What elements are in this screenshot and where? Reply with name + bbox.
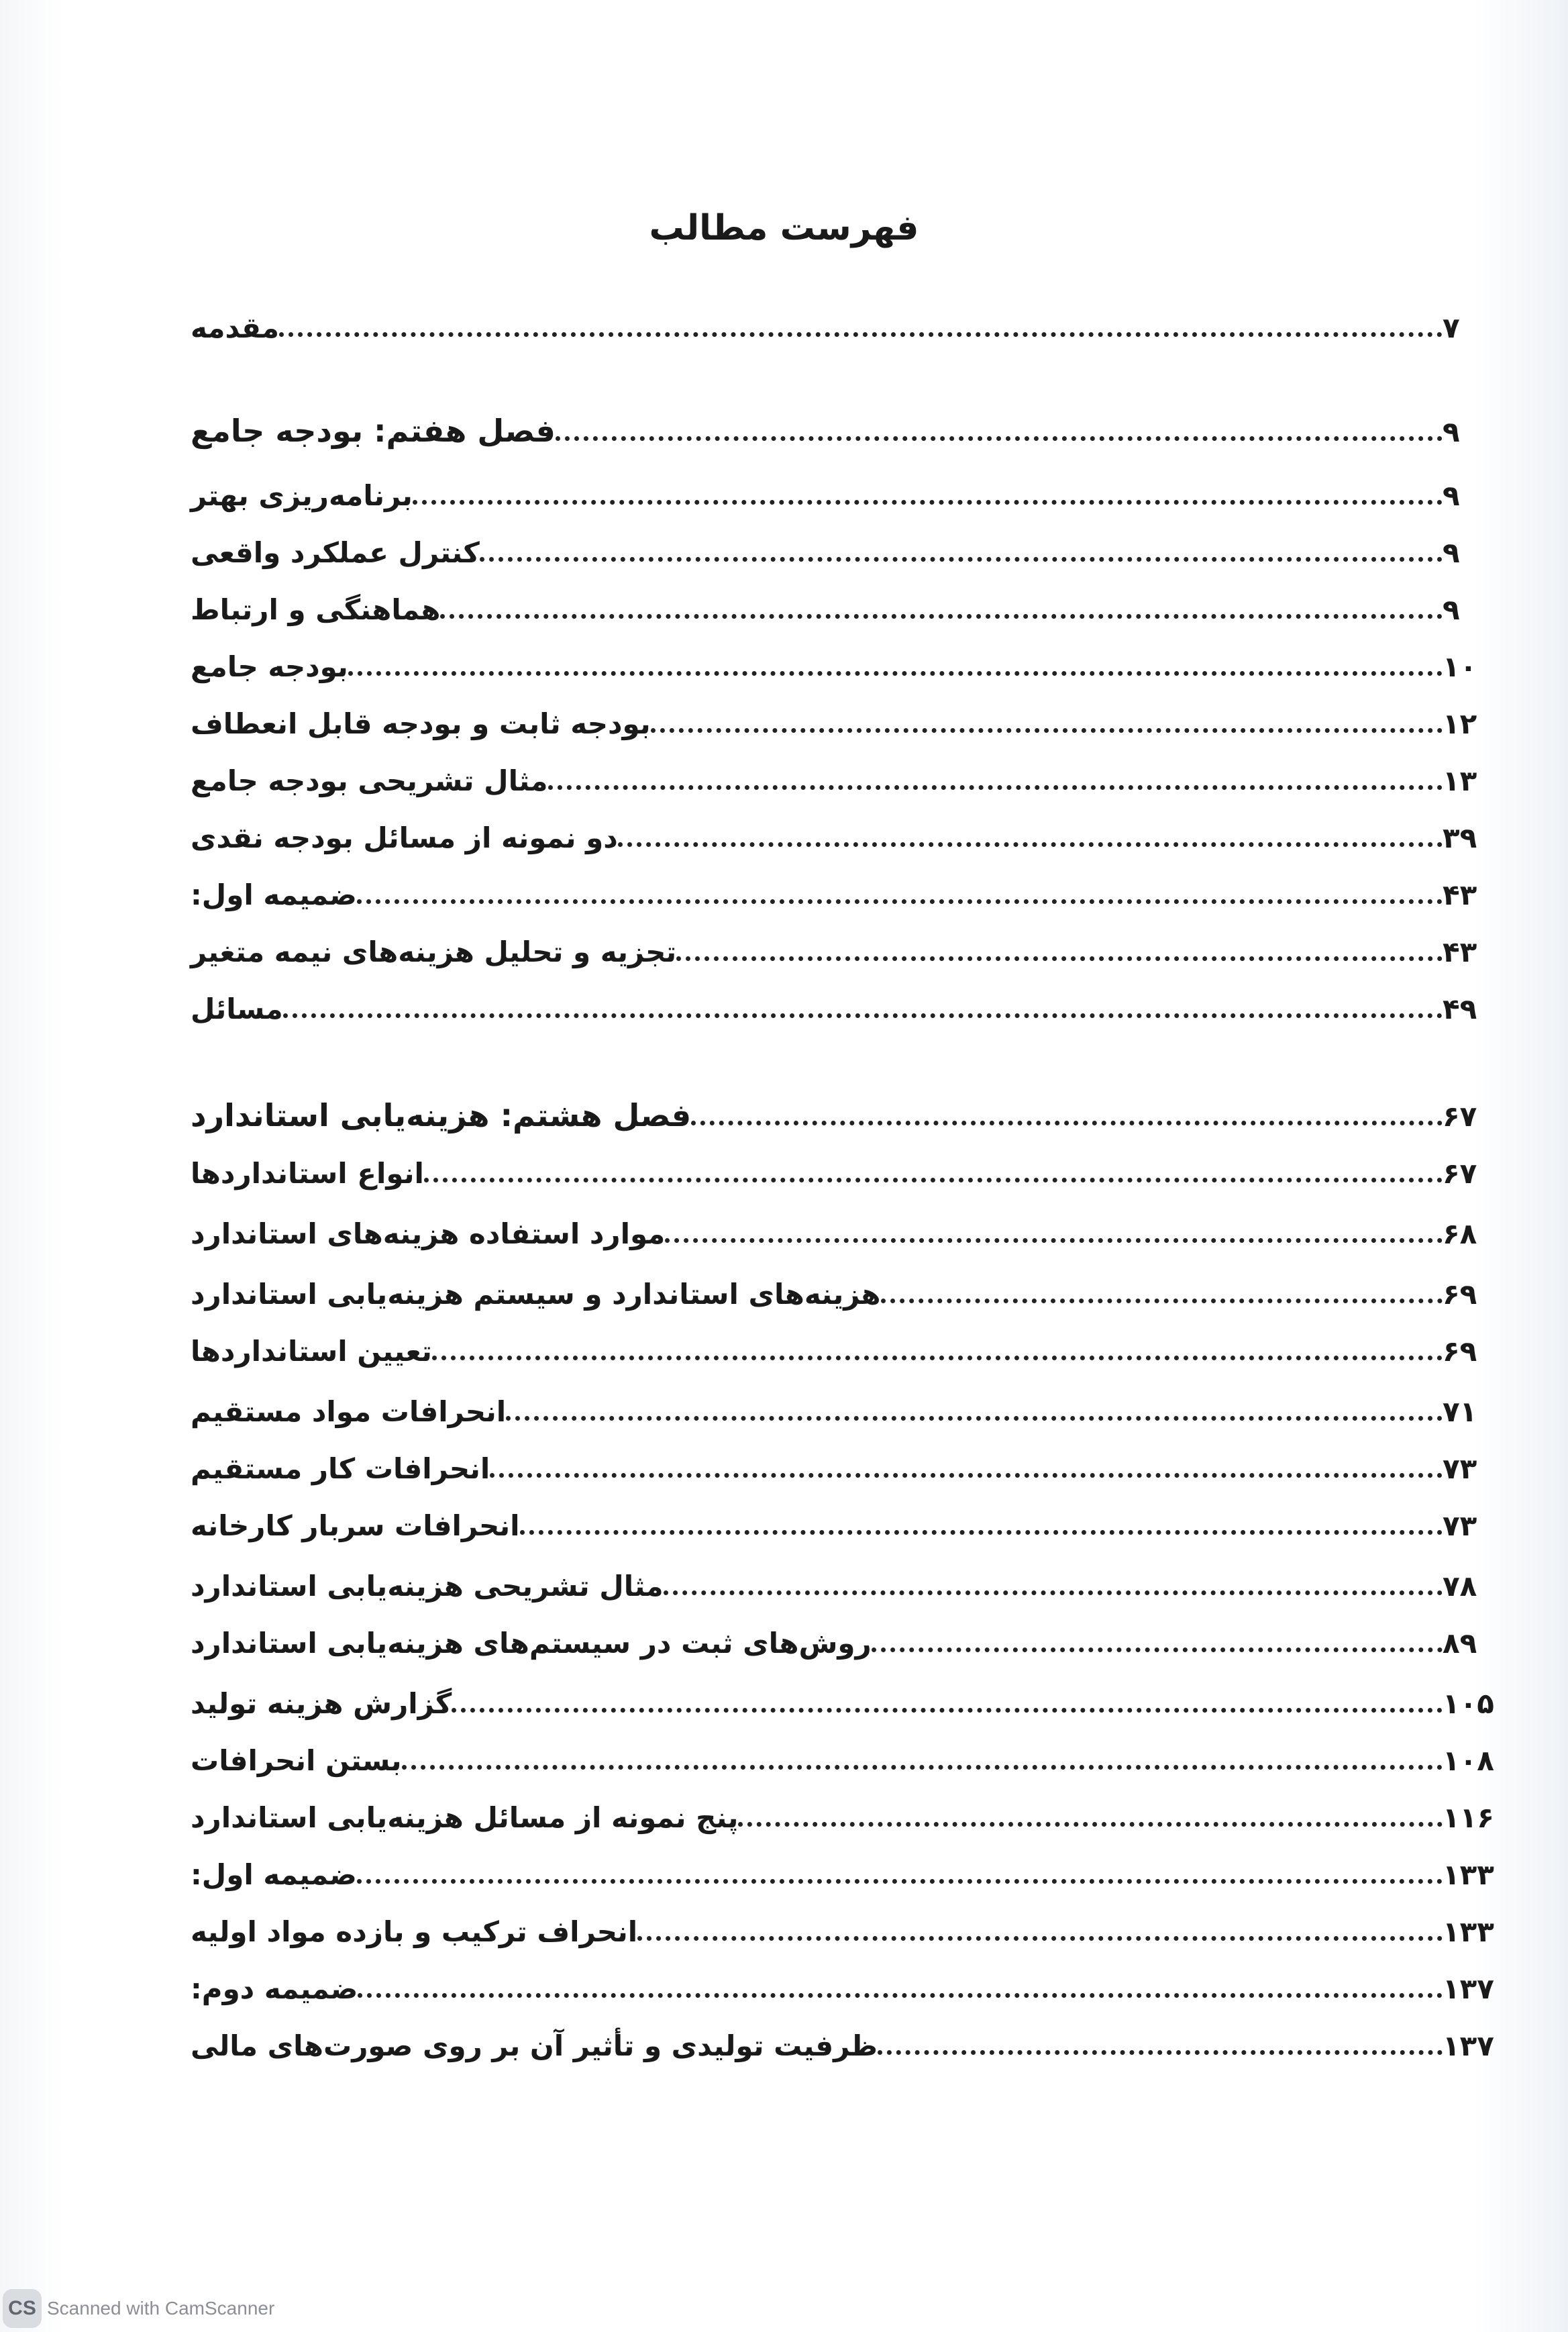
toc-entry-row: [181, 1493, 1503, 1540]
scanner-footer: [0, 2285, 274, 2332]
dot-leader: [651, 728, 1443, 733]
toc-chapter-row: [181, 1084, 1503, 1131]
dot-leader: [424, 1178, 1443, 1182]
dot-leader: [637, 1936, 1443, 1941]
toc-entry-label: ضمیمه اول:: [191, 878, 357, 911]
toc-page-number: ۶۷: [1443, 1100, 1477, 1133]
dot-leader: [283, 1013, 1443, 1018]
dot-leader: [676, 956, 1443, 961]
toc-entry-label: انحرافات کار مستقیم: [191, 1452, 490, 1485]
toc-page-number: ۴۳: [1443, 878, 1477, 911]
toc-page-number: ۱۳۳: [1443, 1858, 1494, 1891]
toc-page-number: ۱۰: [1443, 650, 1477, 683]
toc-entry-label: مثال تشریحی بودجه جامع: [191, 764, 548, 797]
toc-page-number: ۷۸: [1443, 1570, 1477, 1603]
toc-entry-row: [181, 1611, 1503, 1658]
dot-leader: [878, 2050, 1443, 2055]
dot-leader: [556, 436, 1443, 441]
toc-entry-label: هزینه‌های استاندارد و سیستم هزینه‌یابی استاندارد: [191, 1278, 881, 1311]
toc-entry-label: دو نمونه از مسائل بودجه نقدی: [191, 821, 618, 854]
toc-entry-label: مقدمه: [191, 311, 279, 344]
toc-page-number: ۶۹: [1443, 1278, 1477, 1311]
toc-entry-row: [181, 1842, 1503, 1889]
toc-entry-label: مسائل: [191, 993, 283, 1025]
toc-entry-label: انحرافات سربار کارخانه: [191, 1509, 520, 1542]
dot-leader: [490, 1473, 1443, 1478]
dot-leader: [664, 1590, 1443, 1595]
dot-leader: [348, 671, 1443, 676]
toc-entry-label: بودجه جامع: [191, 650, 348, 683]
dot-leader: [506, 1416, 1443, 1421]
toc-entry-row: [181, 1319, 1503, 1366]
dot-leader: [279, 332, 1443, 337]
toc-entry-row: [181, 1201, 1503, 1248]
toc-entry-row: [181, 1554, 1503, 1601]
toc-entry-row: [181, 634, 1503, 681]
toc-page-number: ۴۳: [1443, 935, 1477, 968]
dot-leader: [665, 1238, 1443, 1243]
toc-page-number: ۱۳۳: [1443, 1915, 1494, 1948]
toc-page-number: ۱۱۶: [1443, 1801, 1494, 1834]
toc-entry-label: فصل هفتم: بودجه جامع: [191, 413, 556, 449]
dot-leader: [738, 1822, 1443, 1827]
toc-entry-row: [181, 862, 1503, 909]
dot-leader: [881, 1299, 1443, 1303]
toc-entry-label: انواع استانداردها: [191, 1157, 424, 1190]
dot-leader: [691, 1121, 1443, 1125]
toc-entry-label: ضمیمه اول:: [191, 1858, 357, 1891]
dot-leader: [520, 1530, 1443, 1535]
toc-entry-row: [181, 520, 1503, 567]
toc-page-number: ۱۰۵: [1443, 1687, 1494, 1720]
toc-entry-label: کنترل عملکرد واقعی: [191, 536, 480, 569]
toc-page-number: ۹: [1443, 415, 1460, 448]
toc-page-number: ۱۳۷: [1443, 1972, 1494, 2005]
toc-entry-row: [181, 1956, 1503, 2003]
toc-entry-row: [181, 1785, 1503, 1832]
dot-leader: [618, 842, 1443, 847]
dot-leader: [357, 899, 1443, 904]
toc-page-number: ۹: [1443, 536, 1460, 569]
toc-entry-label: بستن انحرافات: [191, 1744, 402, 1777]
toc-entry-row: [181, 976, 1503, 1023]
toc-page-number: ۱۰۸: [1443, 1744, 1494, 1777]
toc-entry-row: [181, 805, 1503, 852]
toc-entry-row: [181, 748, 1503, 795]
toc-entry-label: پنج نمونه از مسائل هزینه‌یابی استاندارد: [191, 1801, 739, 1834]
toc-entry-row: [181, 1899, 1503, 1946]
toc-page-number: ۱۲: [1443, 707, 1477, 740]
toc-entry-label: مثال تشریحی هزینه‌یابی استاندارد: [191, 1570, 664, 1603]
dot-leader: [872, 1647, 1443, 1652]
toc-entry-label: فصل هشتم: هزینه‌یابی استاندارد: [191, 1097, 692, 1133]
toc-entry-row: [181, 1141, 1503, 1188]
toc-page-number: ۹: [1443, 479, 1460, 512]
toc-page-number: ۷۳: [1443, 1509, 1477, 1542]
toc-page-number: ۴۹: [1443, 993, 1477, 1025]
toc-entry-row: [181, 919, 1503, 966]
toc-page-number: ۶۹: [1443, 1335, 1477, 1368]
toc-page-number: ۷۳: [1443, 1452, 1477, 1485]
toc-entry-label: گزارش هزینه تولید: [191, 1687, 452, 1720]
toc-page-number: ۶۷: [1443, 1157, 1477, 1190]
toc-page-number: ۳۹: [1443, 821, 1477, 854]
toc-entry-row: [181, 1728, 1503, 1775]
toc-entry-label: انحراف ترکیب و بازده مواد اولیه: [191, 1915, 638, 1948]
dot-leader: [413, 500, 1443, 505]
toc-entry-row: [181, 1436, 1503, 1483]
toc-page-number: ۷: [1443, 311, 1460, 344]
toc-chapter-row: [181, 399, 1503, 449]
toc-entry-label: موارد استفاده هزینه‌های استاندارد: [191, 1217, 666, 1250]
dot-leader: [440, 614, 1443, 619]
toc-entry-row: [181, 577, 1503, 624]
toc-entry-row: [181, 691, 1503, 738]
dot-leader: [432, 1356, 1443, 1360]
toc-entry-row: [181, 295, 1503, 342]
toc-entry-label: روش‌های ثبت در سیستم‌های هزینه‌یابی استاندارد: [191, 1627, 872, 1660]
toc-entry-label: ضمیمه دوم:: [191, 1972, 358, 2005]
scanner-footer-text: Scanned with CamScanner: [47, 2298, 275, 2319]
toc-entry-label: ظرفیت تولیدی و تأثیر آن بر روی صورت‌های مالی: [191, 2029, 878, 2062]
toc-entry-label: هماهنگی و ارتباط: [191, 593, 441, 626]
dot-leader: [402, 1765, 1443, 1770]
toc-entry-label: بودجه ثابت و بودجه قابل انعطاف: [191, 707, 651, 740]
toc-entry-label: تعیین استانداردها: [191, 1335, 432, 1368]
toc-page-number: ۱۳۷: [1443, 2029, 1494, 2062]
toc-page-number: ۶۸: [1443, 1217, 1477, 1250]
dot-leader: [357, 1879, 1443, 1884]
toc-page-number: ۱۳: [1443, 764, 1477, 797]
toc-page-number: ۷۱: [1443, 1395, 1477, 1428]
toc-entry-row: [181, 1262, 1503, 1309]
dot-leader: [358, 1993, 1443, 1998]
toc-page-number: ۹: [1443, 593, 1460, 626]
dot-leader: [480, 557, 1443, 562]
page-title: فهرست مطالب: [649, 208, 919, 248]
toc-entry-row: [181, 2013, 1503, 2060]
toc-entry-row: [181, 463, 1503, 510]
dot-leader: [452, 1708, 1443, 1713]
toc-entry-label: برنامه‌ریزی بهتر: [191, 479, 413, 512]
toc-page-number: ۸۹: [1443, 1627, 1477, 1660]
toc-entry-row: [181, 1671, 1503, 1718]
toc-entry-label: انحرافات مواد مستقیم: [191, 1395, 507, 1428]
camscanner-logo-icon: CS: [3, 2289, 42, 2328]
toc-entry-row: [181, 1379, 1503, 1426]
dot-leader: [548, 785, 1443, 790]
toc-entry-label: تجزیه و تحلیل هزینه‌های نیمه متغیر: [191, 935, 677, 968]
